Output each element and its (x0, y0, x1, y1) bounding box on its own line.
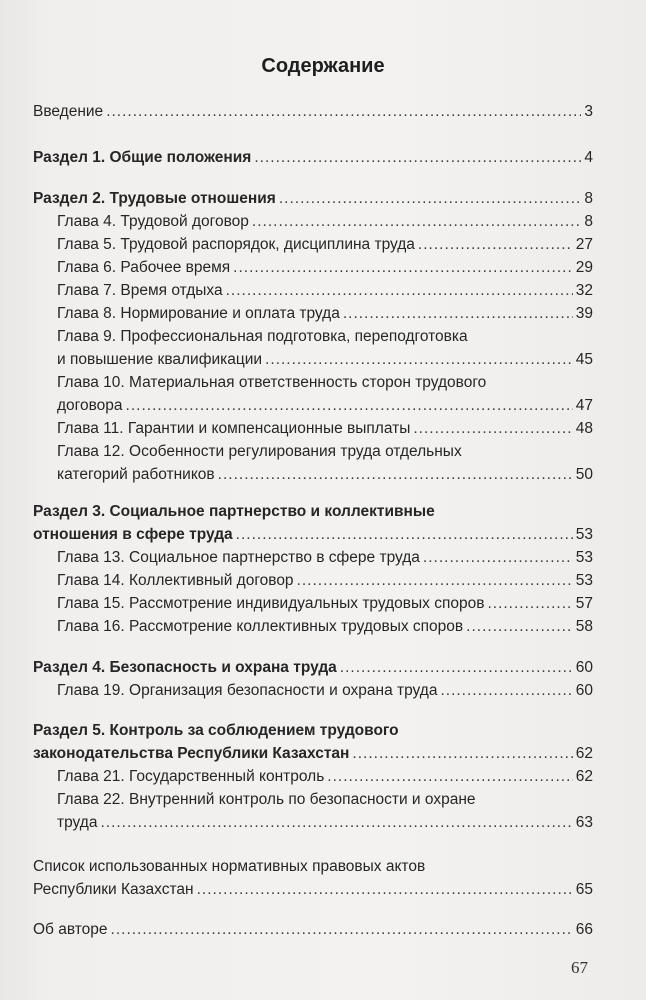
leader-dots (413, 417, 572, 440)
toc-entry-text: Глава 6. Рабочее время (57, 259, 231, 276)
toc-page-number: 62 (575, 745, 593, 762)
toc-page-number: 3 (584, 103, 593, 120)
toc-entry-text: Глава 13. Социальное партнерство в сфере труда (57, 549, 420, 566)
toc-page-number: 4 (584, 149, 593, 166)
toc-page-number: 65 (575, 881, 593, 898)
page-title: Содержание (261, 55, 385, 77)
toc-entry-text: Глава 15. Рассмотрение индивидуальных трудовых споров (57, 595, 485, 612)
toc-chapter-entry (57, 256, 593, 279)
leader-dots (197, 878, 573, 901)
toc-entry-text: Глава 19. Организация безопасности и охрана труда (57, 682, 438, 699)
toc-entry (33, 918, 593, 941)
toc-page-number: 53 (575, 572, 593, 589)
toc-page-number: 62 (575, 768, 593, 785)
toc-section-entry (33, 187, 593, 210)
toc-chapter-entry (57, 233, 593, 256)
toc-page-number: 66 (575, 921, 593, 938)
toc-page-number: 47 (575, 397, 593, 414)
toc-entry-text: Список использованных нормативных правовых актов (33, 858, 426, 875)
toc-section-entry (33, 500, 593, 546)
leader-dots (327, 765, 572, 788)
toc-entry-text: Республики Казахстан (33, 881, 194, 898)
toc-chapter-entry (57, 440, 593, 486)
toc-entry-text: Глава 8. Нормирование и оплата труда (57, 305, 340, 322)
toc-entry-text: Раздел 3. Социальное партнерство и коллективные (33, 503, 435, 520)
toc-chapter-entry (57, 417, 593, 440)
toc-section-entry (33, 719, 593, 765)
leader-dots (340, 656, 573, 679)
leader-dots (126, 394, 573, 417)
toc-chapter-entry (57, 788, 593, 834)
toc-page-number: 29 (575, 259, 593, 276)
toc-entry-text: Раздел 4. Безопасность и охрана труда (33, 659, 337, 676)
toc-entry-text: Об авторе (33, 921, 108, 938)
toc-chapter-entry (57, 615, 593, 638)
toc-section-entry (33, 146, 593, 169)
toc-section-entry (33, 656, 593, 679)
toc-entry-text: отношения в сфере труда (33, 526, 233, 543)
toc-entry-text: Глава 14. Коллективный договор (57, 572, 294, 589)
toc-chapter-entry (57, 279, 593, 302)
leader-dots (487, 592, 572, 615)
leader-dots (423, 546, 573, 569)
toc-page-number: 27 (575, 236, 593, 253)
leader-dots (279, 187, 582, 210)
leader-dots (226, 279, 573, 302)
toc-page-number: 63 (575, 814, 593, 831)
toc-entry-text: Введение (33, 103, 104, 120)
toc-entry-text: и повышение квалификации (57, 351, 263, 368)
toc-page-number: 53 (575, 526, 593, 543)
leader-dots (440, 679, 572, 702)
toc-entry-text: Раздел 2. Трудовые отношения (33, 190, 276, 207)
leader-dots (265, 348, 573, 371)
leader-dots (106, 100, 581, 123)
toc-chapter-entry (57, 569, 593, 592)
toc-page-number: 8 (584, 213, 593, 230)
toc-entry (33, 855, 593, 901)
toc-page-number: 53 (575, 549, 593, 566)
toc-page-number: 60 (575, 659, 593, 676)
leader-dots (343, 302, 573, 325)
toc-entry-text: Глава 5. Трудовой распорядок, дисциплина труда (57, 236, 415, 253)
toc-entry-text: Раздел 5. Контроль за соблюдением трудового (33, 722, 399, 739)
toc-entry-text: законодательства Республики Казахстан (33, 745, 350, 762)
leader-dots (352, 742, 572, 765)
toc-chapter-entry (57, 765, 593, 788)
toc-page-number: 8 (584, 190, 593, 207)
toc-entry-text: Глава 22. Внутренний контроль по безопасности и охране (57, 791, 476, 808)
leader-dots (111, 918, 573, 941)
toc-entry-text: Глава 16. Рассмотрение коллективных трудовых споров (57, 618, 464, 635)
leader-dots (252, 210, 581, 233)
toc-entry-text: Глава 11. Гарантии и компенсационные выплаты (57, 420, 411, 437)
toc-entry-text: труда (57, 814, 98, 831)
toc-entry-text: Глава 9. Профессиональная подготовка, переподготовка (57, 328, 468, 345)
leader-dots (218, 463, 573, 486)
toc-page-number: 39 (575, 305, 593, 322)
leader-dots (233, 256, 573, 279)
toc-chapter-entry (57, 210, 593, 233)
toc-chapter-entry (57, 325, 593, 371)
toc-chapter-entry (57, 679, 593, 702)
leader-dots (297, 569, 573, 592)
toc-entry-text: Глава 12. Особенности регулирования труда отдельных (57, 443, 462, 460)
toc-chapter-entry (57, 546, 593, 569)
toc-entry-text: договора (57, 397, 123, 414)
leader-dots (254, 146, 581, 169)
toc-entry-text: Глава 21. Государственный контроль (57, 768, 325, 785)
leader-dots (418, 233, 573, 256)
toc-entry-text: Глава 4. Трудовой договор (57, 213, 249, 230)
toc-page-number: 32 (575, 282, 593, 299)
toc-entry-text: Глава 7. Время отдыха (57, 282, 223, 299)
toc-page-number: 45 (575, 351, 593, 368)
toc-chapter-entry (57, 371, 593, 417)
toc-page-number: 60 (575, 682, 593, 699)
leader-dots (100, 811, 572, 834)
toc-page-number: 48 (575, 420, 593, 437)
toc-entry-text: Глава 10. Материальная ответственность сторон трудового (57, 374, 487, 391)
toc-page-number: 50 (575, 466, 593, 483)
toc-page-number: 58 (575, 618, 593, 635)
toc-entry-text: Раздел 1. Общие положения (33, 149, 252, 166)
page-number: 67 (571, 958, 588, 977)
toc-entry-text: категорий работников (57, 466, 215, 483)
toc-chapter-entry (57, 302, 593, 325)
leader-dots (466, 615, 573, 638)
leader-dots (236, 523, 573, 546)
toc-entry (33, 100, 593, 123)
toc-page-number: 57 (575, 595, 593, 612)
toc-chapter-entry (57, 592, 593, 615)
